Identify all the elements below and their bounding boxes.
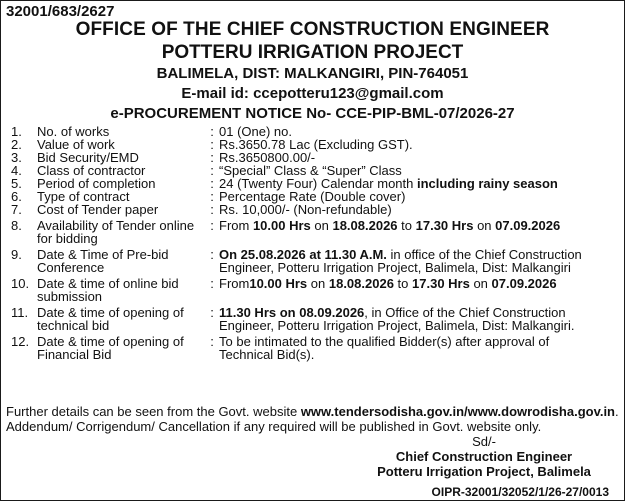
item-label — [37, 219, 205, 245]
value-segment: , in Office of the Chief Construction — [364, 305, 566, 320]
reference-number: 32001/683/2627 — [6, 3, 115, 20]
item-colon: : — [210, 176, 214, 191]
item-colon: : — [210, 137, 214, 152]
item-value — [219, 335, 619, 361]
signature-sd: Sd/- — [472, 434, 496, 449]
value-segment: Rs. 10,000/- (Non-refundable) — [219, 202, 392, 217]
value-segment: in office of the Chief Construction — [386, 247, 582, 262]
item-label-line: technical bid — [37, 318, 110, 333]
value-segment: 01 (One) no. — [219, 124, 292, 139]
value-segment: 24 (Twenty Four) Calendar month — [219, 176, 417, 191]
item-value-line — [219, 203, 619, 216]
item-number: 12. — [11, 334, 30, 349]
item-number: 8. — [11, 218, 22, 233]
item-label — [37, 277, 205, 303]
item-value — [219, 248, 619, 274]
item-number: 5. — [11, 176, 22, 191]
value-segment: 11.30 Hrs on 08.09.2026 — [219, 305, 365, 320]
value-segment: Rs.3650800.00/- — [219, 150, 316, 165]
item-colon: : — [210, 150, 214, 165]
value-segment: “Special” Class & “Super” Class — [219, 163, 402, 178]
item-colon: : — [210, 247, 214, 262]
item-label-line: Value of work — [37, 137, 115, 152]
footer-text: Further details can be seen from the Govt. website — [6, 404, 301, 419]
office-heading: OFFICE OF THE CHIEF CONSTRUCTION ENGINEER — [75, 19, 550, 40]
item-number: 9. — [11, 247, 22, 262]
project-heading: POTTERU IRRIGATION PROJECT — [161, 42, 464, 63]
item-label-line: Availability of Tender online — [37, 218, 195, 233]
item-label-line: Type of contract — [37, 189, 130, 204]
item-label — [37, 203, 205, 216]
detail-row — [1, 203, 625, 216]
value-segment: From — [219, 276, 250, 291]
item-label-line: Period of completion — [37, 176, 156, 191]
value-segment: Technical Bid(s). — [219, 347, 315, 362]
item-colon: : — [210, 334, 214, 349]
footer-period: . — [615, 404, 619, 419]
website-link[interactable]: www.tendersodisha.gov.in/www.dowrodisha.gov.in — [300, 404, 616, 419]
item-value-line — [219, 261, 619, 274]
footer-line-addendum: Addendum/ Corrigendum/ Cancellation if any required will be published in Govt. website only. — [6, 419, 542, 434]
item-number: 4. — [11, 163, 22, 178]
item-value-line — [219, 319, 619, 332]
value-segment: Engineer, Potteru Irrigation Project, Balimela, Dist: Malkangiri. — [219, 318, 575, 333]
address-line: BALIMELA, DIST: MALKANGIRI, PIN-764051 — [156, 65, 469, 82]
item-value-line — [219, 348, 619, 361]
item-label-line: No. of works — [37, 124, 110, 139]
item-colon: : — [210, 202, 214, 217]
item-colon: : — [210, 124, 214, 139]
item-label-line: Date & time of opening of — [37, 305, 184, 320]
value-segment: 07.09.2026 — [491, 276, 557, 291]
value-segment: on — [469, 276, 492, 291]
value-segment: Rs.3650.78 Lac (Excluding GST). — [219, 137, 413, 152]
item-number: 7. — [11, 202, 22, 217]
value-segment: 18.08.2026 — [328, 276, 394, 291]
value-segment: 17.30 Hrs — [415, 218, 474, 233]
item-colon: : — [210, 163, 214, 178]
value-segment: on — [307, 276, 329, 291]
item-number: 10. — [11, 276, 30, 291]
footer-note — [6, 404, 619, 434]
item-number: 1. — [11, 124, 22, 139]
item-label — [37, 248, 205, 274]
item-value — [219, 203, 619, 216]
value-segment: on — [473, 218, 496, 233]
signature-block — [364, 434, 604, 479]
value-segment: on — [310, 218, 333, 233]
value-segment: From — [219, 218, 253, 233]
value-segment: To be intimated to the qualified Bidder(s) after approval of — [219, 334, 550, 349]
item-colon: : — [210, 276, 214, 291]
item-value — [219, 277, 619, 290]
item-label-line: Cost of Tender paper — [37, 202, 159, 217]
value-segment: 10.00 Hrs — [249, 276, 308, 291]
value-segment: On 25.08.2026 at 11.30 A.M. — [219, 247, 387, 262]
signatory-title: Chief Construction Engineer — [395, 449, 573, 464]
item-label-line: Date & time of opening of — [37, 334, 184, 349]
notice-number: e-PROCUREMENT NOTICE No- CCE-PIP-BML-07/2026-27 — [110, 105, 515, 122]
item-value — [219, 306, 619, 332]
item-colon: : — [210, 218, 214, 233]
value-segment: 17.30 Hrs — [412, 276, 470, 291]
item-label-line: Bid Security/EMD — [37, 150, 139, 165]
detail-row — [1, 335, 625, 361]
item-number: 11. — [11, 305, 29, 320]
item-number: 6. — [11, 189, 22, 204]
detail-row — [1, 306, 625, 332]
detail-row — [1, 277, 625, 303]
item-label-line: Financial Bid — [37, 347, 112, 362]
value-segment: 18.08.2026 — [332, 218, 398, 233]
value-segment: to — [393, 276, 413, 291]
email-line: E-mail id: ccepotteru123@gmail.com — [181, 85, 444, 102]
value-segment: Percentage Rate (Double cover) — [219, 189, 406, 204]
detail-row — [1, 248, 625, 274]
detail-row — [1, 219, 625, 245]
item-value-line — [219, 277, 619, 290]
item-label-line: for bidding — [37, 231, 98, 246]
item-label-line: Conference — [37, 260, 105, 275]
value-segment: to — [397, 218, 416, 233]
value-segment: including rainy season — [416, 176, 558, 191]
item-value-line — [219, 219, 619, 232]
item-label-line: Date & Time of Pre-bid — [37, 247, 169, 262]
item-label-line: Class of contractor — [37, 163, 146, 178]
oipr-number: OIPR-32001/32052/1/26-27/0013 — [431, 485, 609, 499]
item-label-line: Date & time of online bid — [37, 276, 179, 291]
value-segment: Engineer, Potteru Irrigation Project, Balimela, Dist: Malkangiri — [219, 260, 571, 275]
tender-details-list — [1, 125, 625, 361]
value-segment: 10.00 Hrs — [252, 218, 311, 233]
item-number: 2. — [11, 137, 22, 152]
item-label — [37, 306, 205, 332]
item-label — [37, 335, 205, 361]
value-segment: 07.09.2026 — [495, 218, 561, 233]
signatory-org: Potteru Irrigation Project, Balimela — [377, 464, 591, 479]
footer-line-website — [6, 404, 619, 419]
item-label-line: submission — [37, 289, 103, 304]
item-value — [219, 219, 619, 232]
item-colon: : — [210, 305, 214, 320]
item-number: 3. — [11, 150, 22, 165]
item-colon: : — [210, 189, 214, 204]
